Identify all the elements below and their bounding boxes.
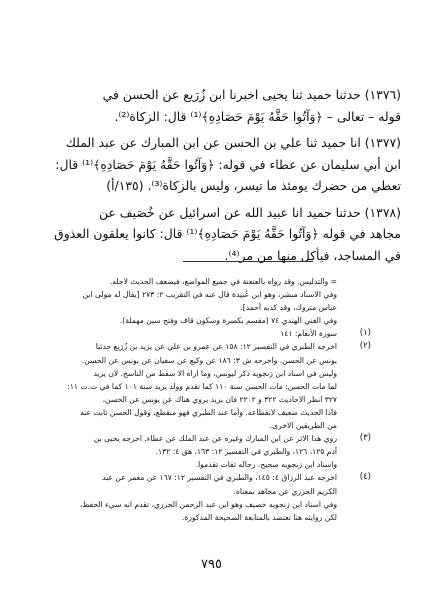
footnote-text: اخرجه عبد الرزاق ٤: ١٤٥، والطبري في التفسير ١٢: ١٦٧ عن معمر عن عبد [102, 473, 337, 483]
footnote-line: لكن روايته هنا تعتضد بالمتابعة الصحيحة المذكورة. [181, 512, 337, 522]
footnote-text: سورة الأنعام: ١٤١ [280, 329, 337, 339]
footnote-text: اخرجه الطبري في التفسير ١٢: ١٥٨ عن عمرو بن علي عن يزيد بن زُرَيع حدثنا [95, 342, 337, 352]
footnote-line: لما مات الحسن: مات الحسن سنة ١١٠ كما تقدم وولد يزيد سنة ١٠١ كما في ت.ت ١١: [67, 381, 337, 391]
footnote-separator [183, 261, 313, 262]
footnote-line [30, 432, 371, 445]
footnote-1 [30, 327, 371, 340]
footnote-line: يونس عن الحسن. واخرجه ش ٣: ١٨٦ عن وكيع عن سفيان عن يونس عن الحسن. [81, 355, 337, 365]
text-line: في المساجد، فيأكل منها من مر⁽⁴⁾. [224, 247, 401, 263]
text-line: قوله – تعالى – ﴿وَآتُوا حَقَّهُ يَوْمَ حَصَادِهِ﴾⁽¹⁾ قال: الزكاة⁽²⁾. [114, 108, 401, 124]
text-line: تعطي من حضرك يومئذ ما تيسر، وليس بالزكاة⁽³⁾. (١٣٥/أ) [106, 178, 401, 193]
footnote-text: روي هذا الاثر عن ابن المبارك وغيره عن عبد الملك عن عطاء. اخرجه يحيى بن [93, 434, 337, 444]
footnote-number: (٣) [359, 433, 371, 444]
text-line: (١٣٧٨) حدثنا حميد انا عبيد الله عن اسرائيل عن خُصَيف عن [98, 204, 401, 220]
hadith-1376 [24, 84, 401, 127]
footnote-line: وفي اسناد ابن زنجويه خصيف وهو ابن عبد الرحمن الجزري، تقدم انه سيء الحفظ، [79, 499, 337, 509]
footnote-line: عباس متروك، وقد كذبه أحمد]. [240, 303, 337, 313]
footnote-line [30, 471, 371, 484]
footnote-4 [30, 471, 371, 523]
footnote-number: (٢) [359, 341, 371, 352]
text-line: (١٣٧٦) حدثنا حميد ثنا يحيى اخبرنا ابن زُرَيع عن الحسن في [102, 87, 401, 102]
footnote-line: الكريم الجزري عن مجاهد بمعناه. [233, 486, 337, 496]
footnote-number: (١) [359, 328, 371, 339]
footnote-line: فاذا الحديث ضعيف لانقطاعه. وأما عند الطبري فهو منقطع، وقول الحسن ثابت عنه [80, 407, 337, 417]
text-line: ابن أبي سليمان عن عطاء في قوله: ﴿وَآتُوا حَقَّهُ يَوْمَ حَصَادِهِ﴾⁽¹⁾ قال: [55, 156, 401, 172]
text-line: مجاهد في قوله ﴿وَآتُوا حَقَّهُ يَوْمَ حَصَادِهِ﴾⁽¹⁾ قال: كانوا يعلقون العذوق [54, 226, 401, 241]
footnote-3 [30, 432, 371, 471]
hadith-1377 [24, 132, 401, 197]
footnote-line: = والتدليس. وقد رواه بالعنعنة في جميع المواضع، فيضعف الحديث لاجله. [109, 277, 337, 286]
footnote-continued [30, 275, 337, 327]
footnote-number: (٤) [359, 472, 371, 483]
footnote-line: ٣٢٧ انظر الاحاديث ٣٢٢ و ٢٢٠٢ فان يزيد يروي هناك عن يونس عن الحسن، [102, 394, 337, 404]
hadith-1378 [24, 202, 401, 267]
main-text [24, 84, 401, 271]
footnote-line: وفي الاسناد مبشر، وهو ابن عُبيدة قال عنه في التقريب ٢: ٢٧٣ [يقال له مولى ابن [82, 290, 337, 300]
footnote-line: آدم ١٢٥، ١٢٦، والطبري في التفسير ١٢: ١٦٣، هق ٤: ١٣٢. [155, 447, 337, 457]
footnote-line: من الطريقين الاخرى. [269, 421, 337, 431]
footnote-line: وليس في اسناد ابن زنجويه ذكر ليونس، وما اراه الا سقط من الناسخ. لان يزيد [93, 368, 337, 378]
footnote-line [30, 327, 371, 340]
text-line: (١٣٧٧) انا حميد ثنا علي بن الحسن عن ابن المبارك عن عبد الملك [65, 135, 401, 150]
footnote-line [30, 340, 371, 353]
footnote-line: وفي الغني الهندي ٧٤ (مقسم بكسرة وسكون قاف وفتح سين مهملة). [119, 316, 337, 326]
footnote-line: واسناد ابن زنجويه صحيح. رجاله ثقات تقدموا. [195, 460, 337, 470]
footnote-2 [30, 340, 371, 432]
footnotes [30, 275, 371, 524]
page-number: ٧٩٥ [201, 557, 222, 572]
